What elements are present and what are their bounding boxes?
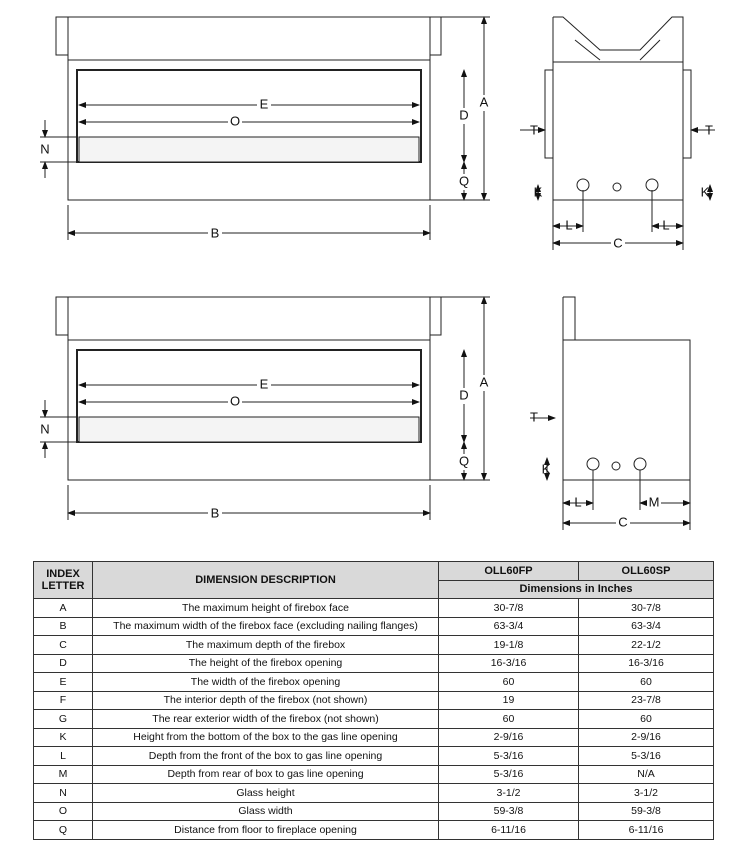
cell-fp: 6-11/16 <box>439 821 579 840</box>
cell-fp: 16-3/16 <box>439 654 579 673</box>
label-a: A <box>479 374 489 390</box>
front-view-single-sided <box>40 297 490 520</box>
label-e: E <box>259 376 269 392</box>
table-row <box>34 673 714 692</box>
cell-description: Glass width <box>93 802 439 821</box>
cell-description: The width of the firebox opening <box>93 673 439 692</box>
label-q: Q <box>458 453 470 469</box>
table-row <box>34 784 714 803</box>
cell-sp: 6-11/16 <box>579 821 714 840</box>
label-b: B <box>210 225 220 241</box>
header-index-letter: INDEX LETTER <box>34 562 93 599</box>
header-model-fp: OLL60FP <box>439 562 579 581</box>
header-description: DIMENSION DESCRIPTION <box>93 562 439 599</box>
cell-description: Height from the bottom of the box to the gas line opening <box>93 728 439 747</box>
label-t: T <box>530 409 538 425</box>
cell-letter: O <box>34 802 93 821</box>
cell-sp: 60 <box>579 710 714 729</box>
cell-letter: N <box>34 784 93 803</box>
header-model-sp: OLL60SP <box>579 562 714 581</box>
table-row <box>34 710 714 729</box>
cell-letter: B <box>34 617 93 636</box>
label-q: Q <box>458 173 470 189</box>
cell-fp: 60 <box>439 673 579 692</box>
label-t: T <box>530 122 538 138</box>
cell-letter: C <box>34 636 93 655</box>
table-row <box>34 821 714 840</box>
label-a: A <box>479 94 489 110</box>
table-row <box>34 599 714 618</box>
label-o: O <box>229 393 241 409</box>
table-row <box>34 654 714 673</box>
cell-description: The maximum height of firebox face <box>93 599 439 618</box>
cell-fp: 2-9/16 <box>439 728 579 747</box>
cell-sp: 22-1/2 <box>579 636 714 655</box>
dimensions-table <box>33 561 714 840</box>
label-n: N <box>40 141 50 157</box>
cell-description: Glass height <box>93 784 439 803</box>
label-c: C <box>618 514 628 530</box>
label-k: K <box>533 184 543 200</box>
cell-description: Distance from floor to fireplace opening <box>93 821 439 840</box>
cell-fp: 5-3/16 <box>439 765 579 784</box>
cell-letter: K <box>34 728 93 747</box>
label-d: D <box>459 107 469 123</box>
cell-description: Depth from the front of the box to gas line opening <box>93 747 439 766</box>
cell-letter: L <box>34 747 93 766</box>
cell-sp: 60 <box>579 673 714 692</box>
cell-sp: 59-3/8 <box>579 802 714 821</box>
label-b: B <box>210 505 220 521</box>
cell-fp: 59-3/8 <box>439 802 579 821</box>
label-l: L <box>565 217 573 233</box>
label-k: K <box>541 461 551 477</box>
cell-sp: N/A <box>579 765 714 784</box>
cell-letter: A <box>34 599 93 618</box>
table-row <box>34 636 714 655</box>
cell-letter: M <box>34 765 93 784</box>
label-e: E <box>259 96 269 112</box>
side-view-single-sided <box>530 297 690 530</box>
cell-letter: Q <box>34 821 93 840</box>
cell-sp: 3-1/2 <box>579 784 714 803</box>
cell-sp: 2-9/16 <box>579 728 714 747</box>
header-units: Dimensions in Inches <box>439 580 714 599</box>
cell-description: The maximum width of the firebox face (excluding nailing flanges) <box>93 617 439 636</box>
cell-fp: 19 <box>439 691 579 710</box>
cell-letter: D <box>34 654 93 673</box>
label-c: C <box>613 235 623 251</box>
cell-fp: 19-1/8 <box>439 636 579 655</box>
cell-fp: 3-1/2 <box>439 784 579 803</box>
cell-description: The maximum depth of the firebox <box>93 636 439 655</box>
cell-sp: 30-7/8 <box>579 599 714 618</box>
label-l: L <box>574 494 582 510</box>
cell-fp: 60 <box>439 710 579 729</box>
cell-letter: E <box>34 673 93 692</box>
cell-letter: F <box>34 691 93 710</box>
table-row <box>34 691 714 710</box>
table-row <box>34 747 714 766</box>
cell-letter: G <box>34 710 93 729</box>
label-d: D <box>459 387 469 403</box>
label-k: K <box>700 184 710 200</box>
cell-sp: 63-3/4 <box>579 617 714 636</box>
label-t: T <box>705 122 713 138</box>
cell-fp: 30-7/8 <box>439 599 579 618</box>
cell-fp: 5-3/16 <box>439 747 579 766</box>
cell-description: Depth from rear of box to gas line opening <box>93 765 439 784</box>
cell-sp: 23-7/8 <box>579 691 714 710</box>
label-m: M <box>648 494 660 510</box>
label-n: N <box>40 421 50 437</box>
table-row <box>34 765 714 784</box>
cell-description: The rear exterior width of the firebox (not shown) <box>93 710 439 729</box>
cell-description: The height of the firebox opening <box>93 654 439 673</box>
cell-sp: 5-3/16 <box>579 747 714 766</box>
table-row <box>34 617 714 636</box>
label-o: O <box>229 113 241 129</box>
table-row <box>34 728 714 747</box>
table-row <box>34 802 714 821</box>
side-view-see-through <box>520 17 715 250</box>
front-view-see-through <box>40 17 490 240</box>
cell-fp: 63-3/4 <box>439 617 579 636</box>
cell-description: The interior depth of the firebox (not shown) <box>93 691 439 710</box>
label-l: L <box>662 217 670 233</box>
cell-sp: 16-3/16 <box>579 654 714 673</box>
